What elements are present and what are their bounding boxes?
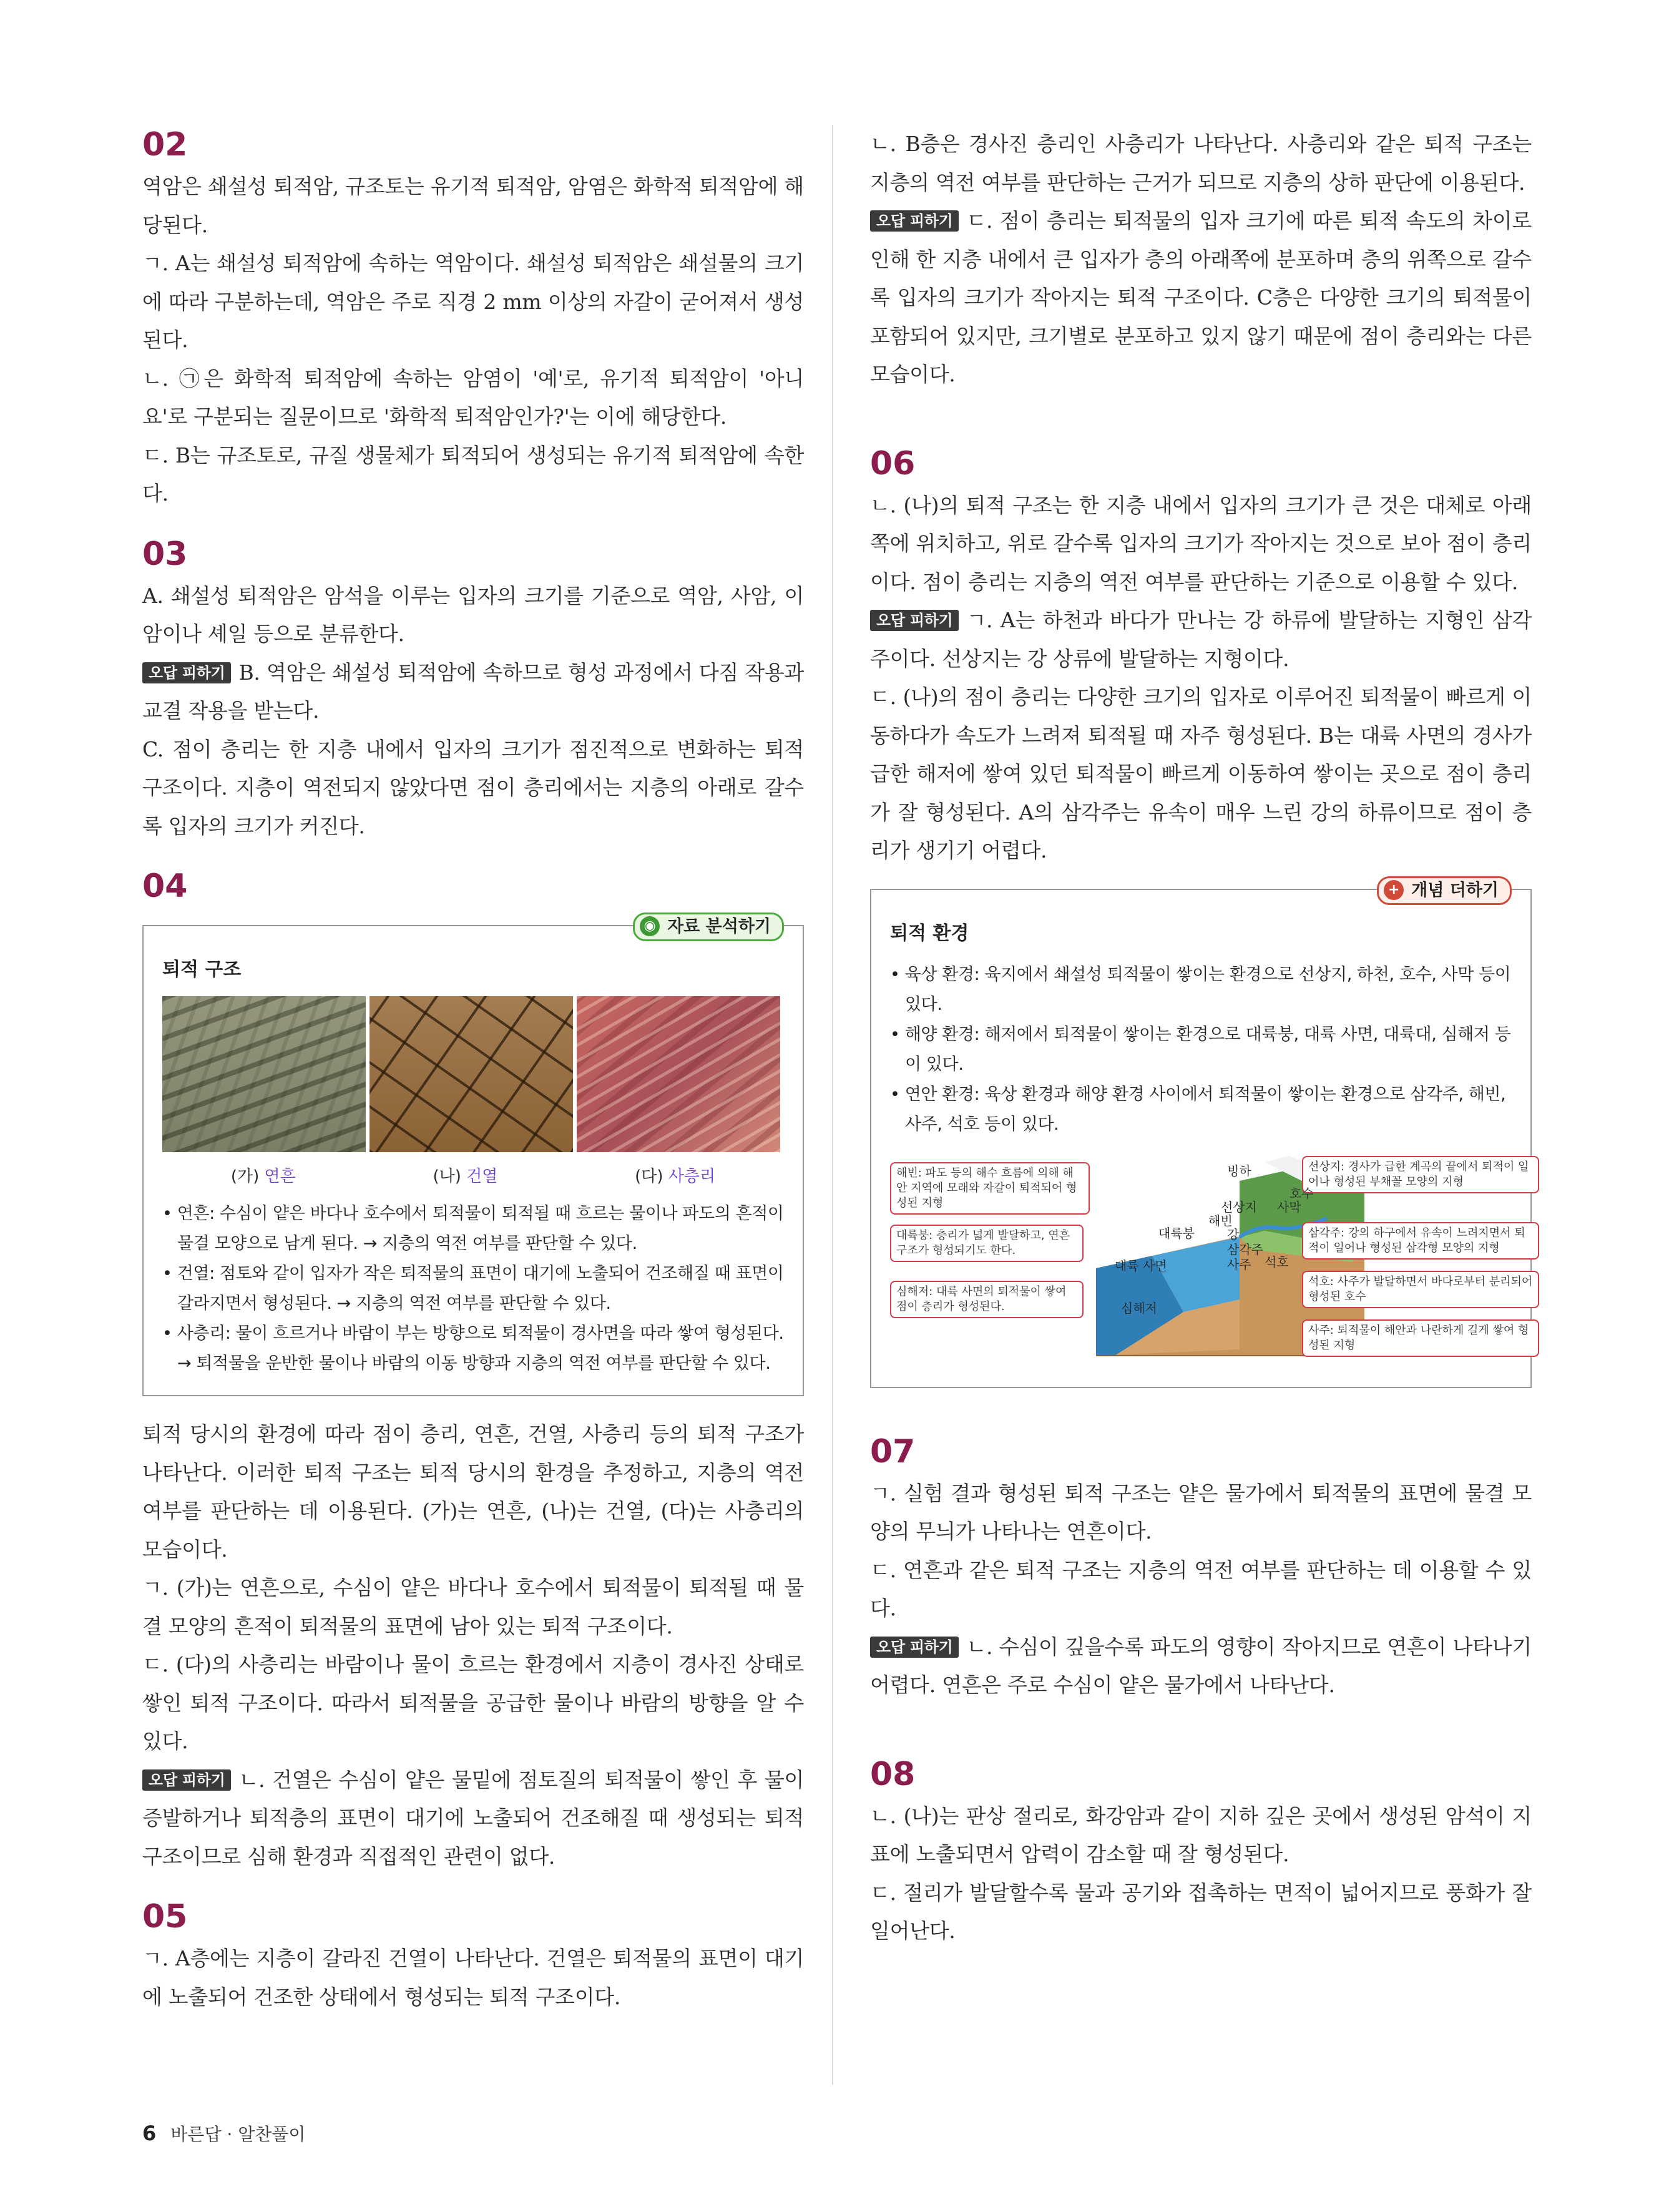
paragraph: ㄴ. (나)는 판상 절리로, 화강암과 같이 지하 깊은 곳에서 생성된 암석이 지표에 노출되면서 압력이 감소할 때 잘 형성된다.: [870, 1803, 1532, 1866]
term-continental-shelf: 대륙붕: [1158, 1225, 1195, 1241]
term-river: 강: [1227, 1226, 1240, 1242]
answer-03: [142, 534, 804, 846]
bullet-item: • 해양 환경: 해저에서 퇴적물이 쌓이는 환경으로 대륙붕, 대륙 사면, 대륙대, 심해저 등이 있다.: [890, 1024, 1511, 1074]
caption: [635, 1163, 715, 1187]
label-lagoon: 석호: 사주가 발달하면서 바다로부터 분리되어 형성된 호수: [1302, 1271, 1539, 1308]
left-column: [142, 125, 804, 2016]
bullet-item: • 사층리: 물이 흐르거나 바람이 부는 방향으로 퇴적물이 경사면을 따라 쌓여 형성된다. → 퇴적물을 운반한 물이나 바람의 이동 방향과 지층의 역전 여부를 판단할 수 있다.: [162, 1324, 784, 1373]
term-delta: 삼각주: [1227, 1241, 1263, 1257]
caption-name: 연흔: [264, 1167, 296, 1186]
answer-05: [142, 1897, 804, 2016]
answer-06: [870, 444, 1532, 1388]
term-sandbar: 사주: [1227, 1256, 1251, 1272]
paragraph-text: ㄷ. 점이 층리는 퇴적물의 입자 크기에 따른 퇴적 속도의 차이로 인해 한 지층 내에서 큰 입자가 층의 아래쪽에 분포하며 층의 위쪽으로 갈수록 입자의 크기가 작아지는 퇴적 구조이다. C층은 다양한 크기의 퇴적물이 포함되어 있지만, 크기별로 분포하고 있지 않기 때문에 점이 층리와는 다른 모습이다.: [870, 208, 1532, 386]
label-abyssal-plain: 심해저: 대륙 사면의 퇴적물이 쌓여 점이 층리가 형성된다.: [890, 1281, 1084, 1318]
caption: [433, 1163, 497, 1187]
paragraph: [870, 1628, 1532, 1705]
paragraph: ㄱ. A는 쇄설성 퇴적암에 속하는 역암이다. 쇄설성 퇴적암은 쇄설물의 크기에 따라 구분하는데, 역암은 주로 직경 2 mm 이상의 자갈이 굳어져서 생성된다.: [142, 251, 804, 352]
answer-05-continued: [870, 125, 1532, 394]
paragraph: A. 쇄설성 퇴적암은 암석을 이루는 입자의 크기를 기준으로 역암, 사암, 이암이나 셰일 등으로 분류한다.: [142, 583, 804, 646]
answer-08: [870, 1754, 1532, 1950]
bullet-item: • 연안 환경: 육상 환경과 해양 환경 사이에서 퇴적물이 쌓이는 환경으로 삼각주, 해빈, 사주, 석호 등이 있다.: [890, 1084, 1506, 1134]
paragraph: [142, 1761, 804, 1876]
wrong-answer-badge: 오답 피하기: [870, 210, 959, 232]
paragraph: ㄷ. 절리가 발달할수록 물과 공기와 접촉하는 면적이 넓어지므로 풍화가 잘 일어난다.: [870, 1880, 1532, 1943]
wrong-answer-badge: 오답 피하기: [870, 1637, 959, 1658]
term-lagoon: 석호: [1265, 1254, 1289, 1270]
paragraph: ㄷ. (다)의 사층리는 바람이나 물이 흐르는 환경에서 지층이 경사진 상태로 쌓인 퇴적 구조이다. 따라서 퇴적물을 공급한 물이나 바람의 방향을 알 수 있다.: [142, 1652, 804, 1753]
question-number: 08: [870, 1755, 916, 1793]
label-alluvial-fan: 선상지: 경사가 급한 계곡의 끝에서 퇴적이 일어나 형성된 부채꼴 모양의 지형: [1302, 1156, 1539, 1193]
column-divider: [832, 125, 833, 2085]
paragraph: [142, 653, 804, 730]
question-number: 02: [142, 126, 188, 164]
label-delta: 삼각주: 강의 하구에서 유속이 느려지면서 퇴적이 일어나 형성된 삼각형 모양의 지형: [1302, 1222, 1539, 1260]
page-number: 6: [142, 2121, 157, 2145]
photo-row: [162, 996, 784, 1152]
label-sandbar: 사주: 퇴적물이 해안과 나란하게 길게 쌓여 형성된 지형: [1302, 1319, 1539, 1357]
cross-bedding-photo: [577, 996, 780, 1152]
paragraph: ㄷ. 연흔과 같은 퇴적 구조는 지층의 역전 여부를 판단하는 데 이용할 수 있다.: [870, 1557, 1532, 1620]
answer-02: [142, 125, 804, 513]
paragraph-text: B. 역암은 쇄설성 퇴적암에 속하므로 형성 과정에서 다짐 작용과 교결 작용을 받는다.: [142, 660, 804, 723]
paragraph: 역암은 쇄설성 퇴적암, 규조토는 유기적 퇴적암, 암염은 화학적 퇴적암에 해당된다.: [142, 174, 804, 237]
paragraph-text: ㄴ. 수심이 깊을수록 파도의 영향이 작아지므로 연흔이 나타나기 어렵다. 연흔은 주로 수심이 얕은 물가에서 나타난다.: [870, 1634, 1532, 1697]
mud-cracks-photo: [369, 996, 573, 1152]
right-column: [870, 125, 1532, 1950]
plus-icon: +: [1384, 880, 1404, 900]
bullet-item: • 육상 환경: 육지에서 쇄설성 퇴적물이 쌓이는 환경으로 선상지, 하천, 호수, 사막 등이 있다.: [890, 964, 1511, 1014]
camera-icon: ◉: [640, 916, 660, 936]
answer-04: [142, 866, 804, 1876]
caption-name: 건열: [466, 1167, 498, 1186]
paragraph: [870, 601, 1532, 678]
paragraph-text: ㄴ. 건열은 수심이 얕은 물밑에 점토질의 퇴적물이 쌓인 후 물이 증발하거나 퇴적층의 표면이 대기에 노출되어 건조해질 때 생성되는 퇴적 구조이므로 심해 환경과 직접적인 관련이 없다.: [142, 1767, 804, 1869]
term-alluvial-fan: 선상지: [1221, 1199, 1257, 1215]
term-continental-slope: 대륙 사면: [1115, 1258, 1167, 1273]
paragraph: ㄱ. (가)는 연흔으로, 수심이 얕은 바다나 호수에서 퇴적물이 퇴적될 때 물결 모양의 흔적이 퇴적물의 표면에 남아 있는 퇴적 구조이다.: [142, 1575, 804, 1638]
tag-label: 자료 분석하기: [667, 917, 771, 936]
wrong-answer-badge: 오답 피하기: [142, 1769, 231, 1791]
answer-07: [870, 1432, 1532, 1705]
label-beach: 해빈: 파도 등의 해수 흐름에 의해 해안 지역에 모래와 자갈이 퇴적되어 형성된 지형: [890, 1162, 1090, 1215]
bullet-item: • 연흔: 수심이 얕은 바다나 호수에서 퇴적물이 퇴적될 때 흐르는 물이나 파도의 흔적이 물결 모양으로 남게 된다. → 지층의 역전 여부를 판단할 수 있다.: [162, 1204, 784, 1253]
tag-label: 개념 더하기: [1411, 880, 1499, 900]
term-abyssal-plain: 심해저: [1121, 1300, 1157, 1316]
caption-name: 사층리: [668, 1167, 716, 1186]
question-number: 05: [142, 1898, 188, 1936]
paragraph: C. 점이 층리는 한 지층 내에서 입자의 크기가 점진적으로 변화하는 퇴적 구조이다. 지층이 역전되지 않았다면 점이 층리에서는 지층의 아래로 갈수록 입자의 크기가 커진다.: [142, 737, 804, 838]
term-beach: 해빈: [1208, 1213, 1233, 1228]
page-footer: [142, 2121, 305, 2146]
label-continental-shelf: 대륙붕: 층리가 넓게 발달하고, 연흔 구조가 형성되기도 한다.: [890, 1225, 1084, 1262]
paragraph: ㄴ. B층은 경사진 층리인 사층리가 나타난다. 사층리와 같은 퇴적 구조는 지층의 역전 여부를 판단하는 근거가 되므로 지층의 상하 판단에 이용된다.: [870, 132, 1532, 195]
caption-prefix: (가): [230, 1167, 265, 1186]
question-number: 07: [870, 1432, 916, 1471]
caption: [231, 1163, 296, 1187]
wrong-answer-badge: 오답 피하기: [142, 662, 231, 683]
paragraph: ㄷ. B는 규조토로, 규질 생물체가 퇴적되어 생성되는 유기적 퇴적암에 속한다.: [142, 443, 804, 506]
wrong-answer-badge: 오답 피하기: [870, 610, 959, 631]
question-number: 03: [142, 535, 188, 573]
question-number: 06: [870, 444, 916, 482]
paragraph: ㄱ. A층에는 지층이 갈라진 건열이 나타난다. 건열은 퇴적물의 표면이 대기에 노출되어 건조한 상태에서 형성되는 퇴적 구조이다.: [142, 1946, 804, 2009]
term-desert: 사막: [1277, 1199, 1301, 1215]
question-number: 04: [142, 868, 188, 905]
footer-title: 바른답 · 알찬풀이: [170, 2124, 306, 2145]
caption-prefix: (나): [433, 1167, 467, 1186]
paragraph-text: ㄱ. A는 하천과 바다가 만나는 강 하류에 발달하는 지형인 삼각주이다. 선상지는 강 상류에 발달하는 지형이다.: [870, 608, 1532, 671]
data-analysis-tag: [633, 913, 784, 941]
sedimentary-environment-diagram: [890, 1156, 1539, 1374]
box-title: 퇴적 구조: [162, 959, 242, 981]
paragraph: 퇴적 당시의 환경에 따라 점이 층리, 연흔, 건열, 사층리 등의 퇴적 구조가 나타난다. 이러한 퇴적 구조는 퇴적 당시의 환경을 추정하고, 지층의 역전 여부를 판단하는 데 이용된다. (가)는 연흔, (나)는 건열, (다)는 사층리의 모습이다.: [142, 1422, 804, 1562]
paragraph: ㄴ. (나)의 퇴적 구조는 한 지층 내에서 입자의 크기가 큰 것은 대체로 아래쪽에 위치하고, 위로 갈수록 입자의 크기가 작아지는 것으로 보아 점이 층리이다. 점이 층리는 지층의 역전 여부를 판단하는 기준으로 이용할 수 있다.: [870, 492, 1532, 594]
concept-box: [870, 880, 1533, 1388]
data-analysis-box: [142, 917, 804, 1396]
photo-captions: [162, 1163, 784, 1187]
paragraph: [870, 202, 1532, 394]
concept-tag: [1377, 876, 1512, 905]
box-title: 퇴적 환경: [890, 922, 969, 944]
term-lake: 호수: [1290, 1185, 1314, 1201]
paragraph: ㄱ. 실험 결과 형성된 퇴적 구조는 얕은 물가에서 퇴적물의 표면에 물결 모양의 무늬가 나타나는 연흔이다.: [870, 1480, 1532, 1544]
bullet-item: • 건열: 점토와 같이 입자가 작은 퇴적물의 표면이 대기에 노출되어 건조해질 때 표면이 갈라지면서 형성된다. → 지층의 역전 여부를 판단할 수 있다.: [162, 1264, 784, 1313]
caption-prefix: (다): [635, 1167, 668, 1186]
term-glacier: 빙하: [1227, 1163, 1251, 1178]
ripple-marks-photo: [162, 996, 366, 1152]
paragraph: ㄴ. ㉠은 화학적 퇴적암에 속하는 암염이 '예'로, 유기적 퇴적암이 '아니요'로 구분되는 질문이므로 '화학적 퇴적암인가?'는 이에 해당한다.: [142, 366, 804, 429]
paragraph: ㄷ. (나)의 점이 층리는 다양한 크기의 입자로 이루어진 퇴적물이 빠르게 이동하다가 속도가 느려져 퇴적될 때 자주 형성된다. B는 대륙 사면의 경사가 급한 해저에 쌓여 있던 퇴적물이 빠르게 이동하여 쌓이는 곳으로 점이 층리가 잘 형성된다. A의 삼각주는 유속이 매우 느린 강의 하류이므로 점이 층리가 생기기 어렵다.: [870, 685, 1532, 863]
